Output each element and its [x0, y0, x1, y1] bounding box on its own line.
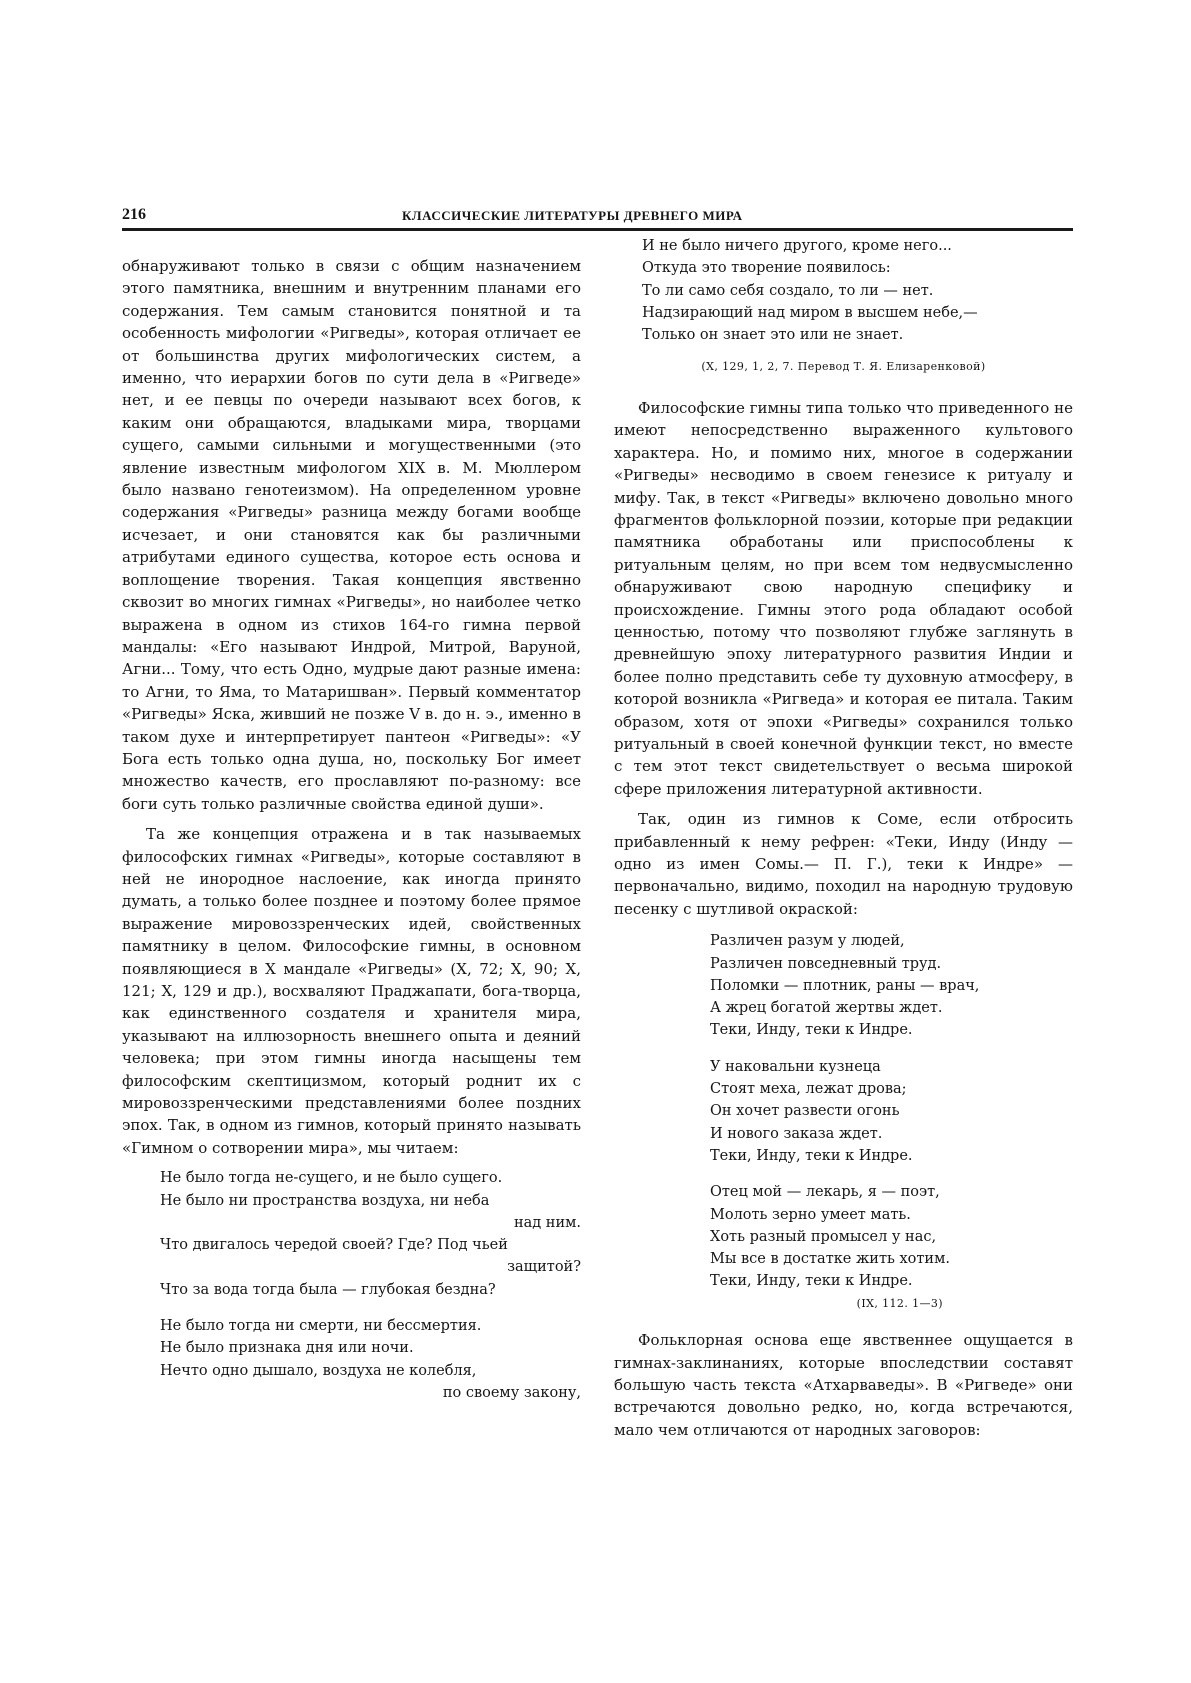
verse-line: Не было признака дня или ночи. [160, 1340, 414, 1357]
verse-line: Не было ни пространства воздуха, ни неба [160, 1192, 490, 1209]
paragraph: Та же концепция отражена и в так называемых философских гимнах «Ригведы», которые составляют в ней не инородное наслоение, как иногда принято думать, а только более позднее и поэтому более прямое выражение мировоззренческих идей, свойственных памятнику в целом. Философские гимны, в основном появляющиеся в X мандале «Ригведы» (X, 72; X, 90; X, 121; X, 129 и др.), восхваляют Праджапати, бога-творца, как единственного создателя и хранителя мира, указывают на иллюзорность внешнего опыта и деяний человека; при этом гимны иногда насыщены тем философским скептицизмом, который роднит их с мировоззренческими представлениями более поздних эпох. Так, в одном из гимнов, который принято называть «Гимном о сотворении мира», мы читаем: [122, 825, 581, 1157]
verse-line: Отец мой — лекарь, я — поэт, [710, 1184, 940, 1201]
song-stanza [710, 1181, 1073, 1292]
verse-line: А жрец богатой жертвы ждет. [710, 1000, 943, 1017]
verse-line-continuation: над ним. [513, 1214, 581, 1231]
verse-line: Откуда это творение появилось: [642, 260, 891, 277]
verse-line-continuation: по своему закону, [442, 1384, 581, 1401]
song-verse [710, 930, 1073, 1292]
song-stanza [710, 1056, 1073, 1167]
verse-line-refrain: Теки, Инду, теки к Индре. [710, 1022, 913, 1039]
verse-line: Молоть зерно умеет мать. [710, 1206, 911, 1223]
running-title: КЛАССИЧЕСКИЕ ЛИТЕРАТУРЫ ДРЕВНЕГО МИРА [402, 208, 743, 223]
verse-line: Что двигалось чередой своей? Где? Под чьей [160, 1237, 508, 1254]
paragraph: Философские гимны типа только что приведенного не имеют непосредственно выраженного культового характера. Но, и помимо них, многое в содержании «Ригведы» несводимо в своем генезисе к ритуалу и мифу. Так, в текст «Ригведы» включено довольно много фрагментов фольклорной поэзии, которые при редакции памятника обработаны или приспособлены к ритуальным целям, но при всем том недвусмысленно обнаруживают свою народную специфику и происхождение. Гимны этого рода обладают особой ценностью, потому что позволяют глубже заглянуть в древнейшую эпоху литературного развития Индии и более полно представить себе ту духовную атмосферу, в которой возникла «Ригведа» и которая ее питала. Таким образом, хотя от эпохи «Ригведы» сохранился только ритуальный в своей конечной функции текст, но вместе с тем этот текст свидетельствует о весьма широкой сфере приложения литературной активности. [614, 398, 1073, 798]
page-number: 216 [122, 206, 146, 223]
verse-continuation [642, 235, 1073, 346]
song-stanza [710, 930, 1073, 1041]
verse-line: То ли само себя создало, то ли — нет. [642, 282, 934, 299]
verse-line: Не было тогда не-сущего, и не было сущего. [160, 1170, 503, 1187]
right-column [614, 238, 1073, 1441]
verse-line: Что за вода тогда была — глубокая бездна? [160, 1281, 496, 1298]
verse-source-citation: (X, 129, 1, 2, 7. Перевод Т. Я. Елизаренковой) [701, 360, 986, 374]
verse-line: И не было ничего другого, кроме него... [642, 238, 952, 254]
verse-line: Нечто одно дышало, воздуха не колебля, [160, 1362, 477, 1379]
verse-line: Стоят меха, лежат дрова; [710, 1081, 907, 1098]
verse-line-continuation: защитой? [507, 1259, 581, 1276]
page-header [122, 206, 1073, 230]
verse-line: Надзирающий над миром в высшем небе,— [642, 304, 978, 321]
header-rule [122, 228, 1073, 231]
verse-line: И нового заказа ждет. [710, 1125, 883, 1142]
verse-line-refrain: Теки, Инду, теки к Индре. [710, 1147, 913, 1164]
verse-line: Не было тогда ни смерти, ни бессмертия. [160, 1318, 482, 1335]
left-column [122, 255, 581, 1414]
verse-line-refrain: Теки, Инду, теки к Индре. [710, 1273, 913, 1290]
verse-hymn-of-creation [160, 1167, 581, 1404]
verse-line: Хоть разный промысел у нас, [710, 1228, 937, 1245]
verse-line: Только он знает это или не знает. [642, 327, 904, 344]
song-source-citation: (IX, 112. 1—3) [856, 1296, 943, 1310]
verse-line: У наковальни кузнеца [710, 1058, 881, 1075]
paragraph: Так, один из гимнов к Соме, если отбросить прибавленный к нему рефрен: «Теки, Инду (Инду — одно из имен Сомы.— П. Г.), теки к Индре» — первоначально, видимо, походил на народную трудовую песенку с шутливой окраской: [614, 810, 1073, 918]
verse-line: Различен повседневный труд. [710, 955, 942, 972]
paragraph: обнаруживают только в связи с общим назначением этого памятника, внешним и внутренним планами его содержания. Тем самым становится понятной и та особенность мифологии «Ригведы», которая отличает ее от большинства других мифологических систем, а именно, что иерархии богов по сути дела в «Ригведе» нет, и ее певцы по очереди называют всех богов, к каким они обращаются, владыками мира, творцами сущего, самыми сильными и могущественными (это явление известным мифологом XIX в. М. Мюллером было названо генотеизмом). На определенном уровне содержания «Ригведы» разница между богами вообще исчезает, и они становятся как бы различными атрибутами единого существа, которое есть основа и воплощение творения. Такая концепция явственно сквозит во многих гимнах «Ригведы», но наиболее четко выражена в одном из стихов 164-го гимна первой мандалы: «Его называют Индрой, Митрой, Варуной, Агни... Тому, что есть Одно, мудрые дают разные имена: то Агни, то Яма, то Матаришван». Первый комментатор «Ригведы» Яска, живший не позже V в. до н. э., именно в таком духе и интерпретирует пантеон «Ригведы»: «У Бога есть только одна душа, но, поскольку Бог имеет множество качеств, его прославляют по-разному: все боги суть только различные свойства единой души». [122, 257, 581, 813]
verse-line: Различен разум у людей, [710, 933, 905, 950]
verse-line: Он хочет развести огонь [710, 1103, 900, 1120]
verse-line: Мы все в достатке жить хотим. [710, 1251, 950, 1268]
verse-line: Поломки — плотник, раны — врач, [710, 977, 980, 994]
paragraph: Фольклорная основа еще явственнее ощущается в гимнах-заклинаниях, которые впоследствии составят большую часть текста «Атхарваведы». В «Ригведе» они встречаются довольно редко, но, когда встречаются, мало чем отличаются от народных заговоров: [614, 1331, 1073, 1439]
